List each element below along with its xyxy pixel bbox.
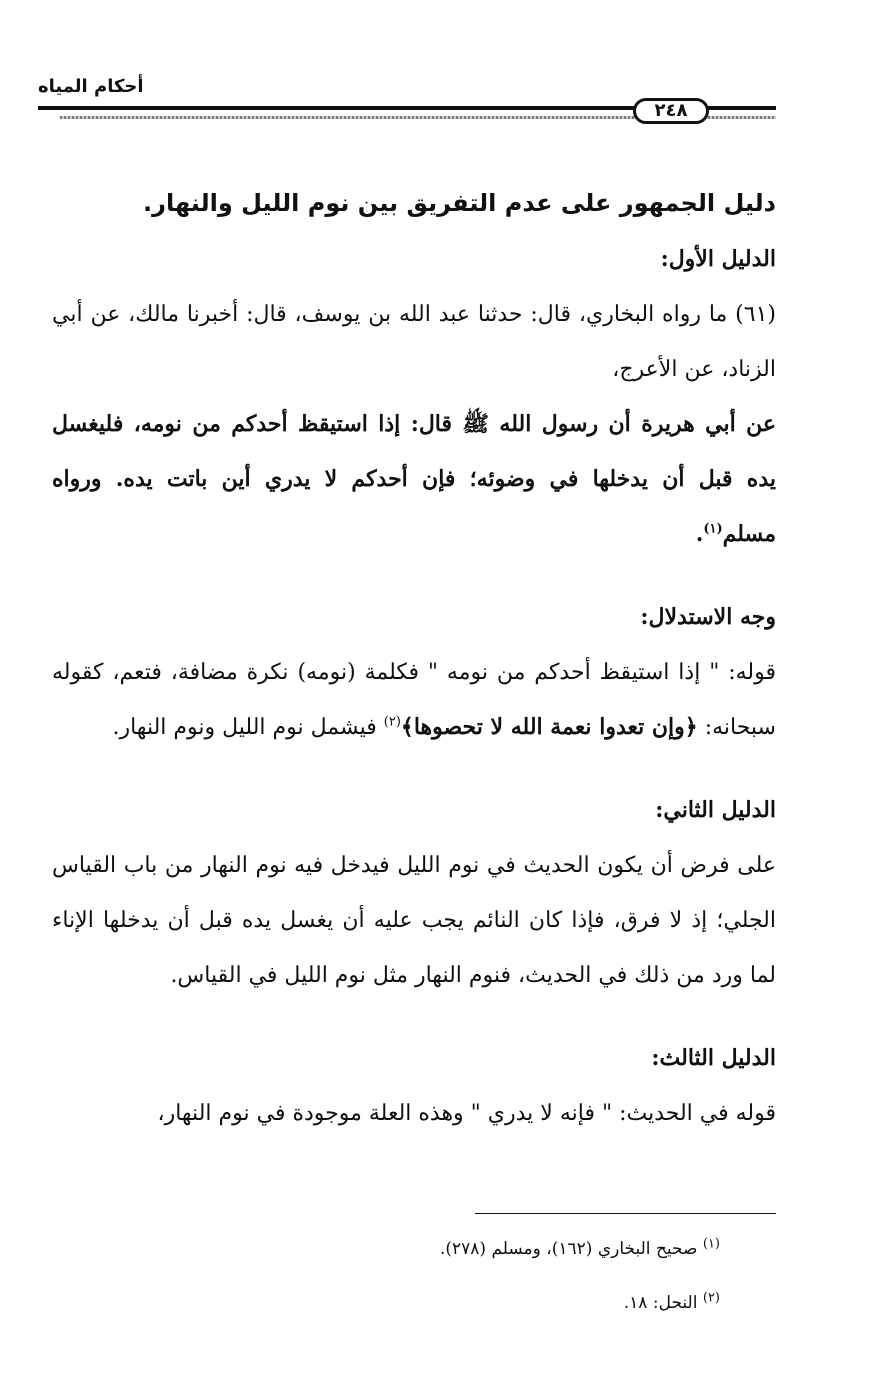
chapter-heading: دليل الجمهور على عدم التفريق بين نوم الليل والنهار. (143, 189, 776, 217)
evidence2-heading: الدليل الثاني: (655, 797, 776, 823)
footnote-rule (475, 1213, 776, 1214)
quran-verse: ﴿وإن تعدوا نعمة الله لا تحصوها﴾ (400, 714, 698, 740)
footnote-text-1: صحيح البخاري (١٦٢)، ومسلم (٢٧٨). (439, 1239, 698, 1259)
footnote-text-2: النحل: ١٨. (623, 1293, 698, 1313)
evidence1-isnad: (٦١) ما رواه البخاري، قال: حدثنا عبد الله بن يوسف، قال: أخبرنا مالك، عن أبي الزناد، عن الأعرج، (52, 302, 776, 382)
page-number: ٢٤٨ (633, 98, 709, 124)
evidence3-text: قوله في الحديث: " فإنه لا يدري " وهذه العلة موجودة في نوم النهار، (157, 1101, 776, 1126)
page-body (52, 174, 776, 1141)
footnote-ref-1: (١) (703, 521, 723, 537)
footnote-marker-2: (٢) (702, 1290, 720, 1306)
footnotes (200, 1222, 720, 1330)
inference-paragraph (52, 645, 776, 755)
footnote-ref-2: (٢) (383, 714, 401, 730)
footnote-2 (200, 1276, 720, 1330)
evidence1-hadith (52, 397, 776, 562)
evidence3-heading: الدليل الثالث: (651, 1045, 776, 1071)
footnote-1 (200, 1222, 720, 1276)
running-title: أحكام المياه (38, 76, 144, 97)
hadith-end: . (695, 521, 704, 547)
inference-text-before: قوله: " إذا استيقظ أحدكم من نومه " فكلمة (نومه) نكرة مضافة، فتعم، كقوله سبحانه: (52, 660, 777, 740)
hadith-text: عن أبي هريرة أن رسول الله ﷺ قال: إذا استيقظ أحدكم من نومه، فليغسل يده قبل أن يدخلها في وضوئه؛ فإن أحدكم لا يدري أين باتت يده. ورواه مسلم (52, 411, 776, 547)
evidence1-heading: الدليل الأول: (660, 246, 776, 272)
evidence2-text: على فرض أن يكون الحديث في نوم الليل فيدخل فيه نوم النهار من باب القياس الجلي؛ إذ لا فرق، فإذا كان النائم يجب عليه أن يغسل يده قبل أن يدخلها الإناء لما ورد من ذلك في الحديث، فنوم النهار مثل نوم الليل في القياس. (52, 853, 776, 988)
inference-text-after: فيشمل نوم الليل ونوم النهار. (112, 715, 377, 740)
footnote-marker-1: (١) (702, 1236, 720, 1252)
inference-heading: وجه الاستدلال: (640, 604, 776, 630)
